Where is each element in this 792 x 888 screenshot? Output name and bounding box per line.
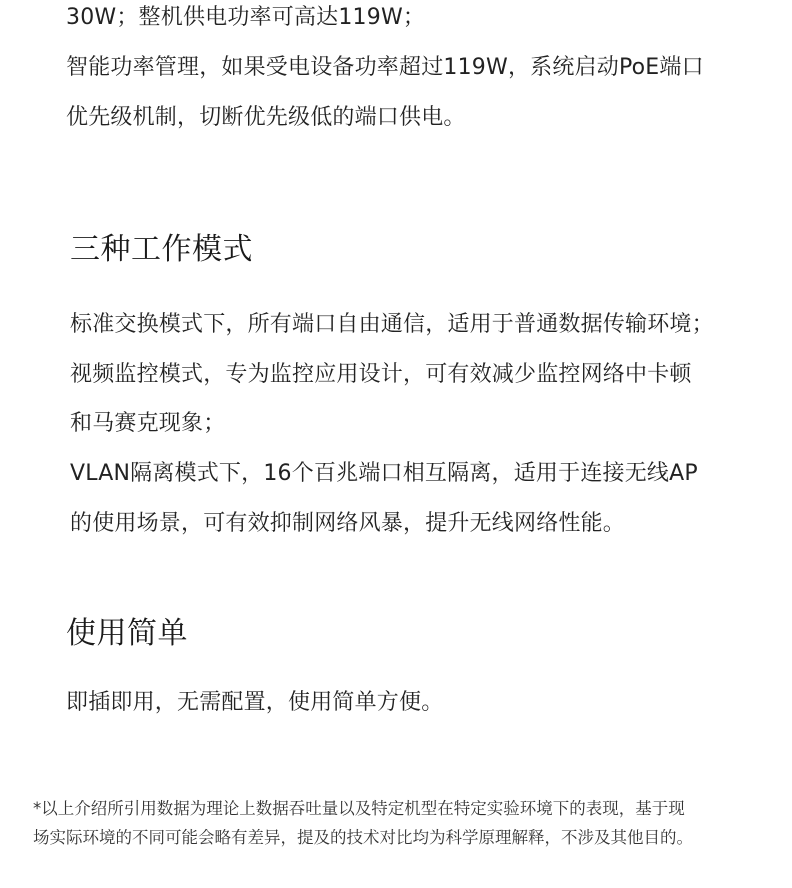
modes-line-3: 和马赛克现象；	[70, 411, 226, 436]
modes-heading: 三种工作模式	[70, 232, 253, 267]
footnote-line-2: 场实际环境的不同可能会略有差异，提及的技术对比均为科学原理解释，不涉及其他目的。	[33, 828, 693, 847]
footnote-line-1: *以上介绍所引用数据为理论上数据吞吐量以及特定机型在特定实验环境下的表现，基于现	[33, 799, 685, 818]
modes-line-1: 标准交换模式下，所有端口自由通信，适用于普通数据传输环境；	[70, 312, 714, 337]
modes-line-2: 视频监控模式，专为监控应用设计，可有效减少监控网络中卡顿	[70, 362, 692, 387]
power-line-3: 优先级机制，切断优先级低的端口供电。	[66, 105, 466, 130]
modes-line-4: VLAN隔离模式下，16个百兆端口相互隔离，适用于连接无线AP	[70, 461, 698, 486]
power-line-1: 30W；整机供电功率可高达119W；	[66, 5, 426, 30]
simple-line-1: 即插即用，无需配置，使用简单方便。	[66, 690, 444, 715]
modes-line-5: 的使用场景，可有效抑制网络风暴，提升无线网络性能。	[70, 511, 626, 536]
simple-heading: 使用简单	[66, 616, 188, 651]
power-line-2: 智能功率管理，如果受电设备功率超过119W，系统启动PoE端口	[66, 55, 704, 80]
